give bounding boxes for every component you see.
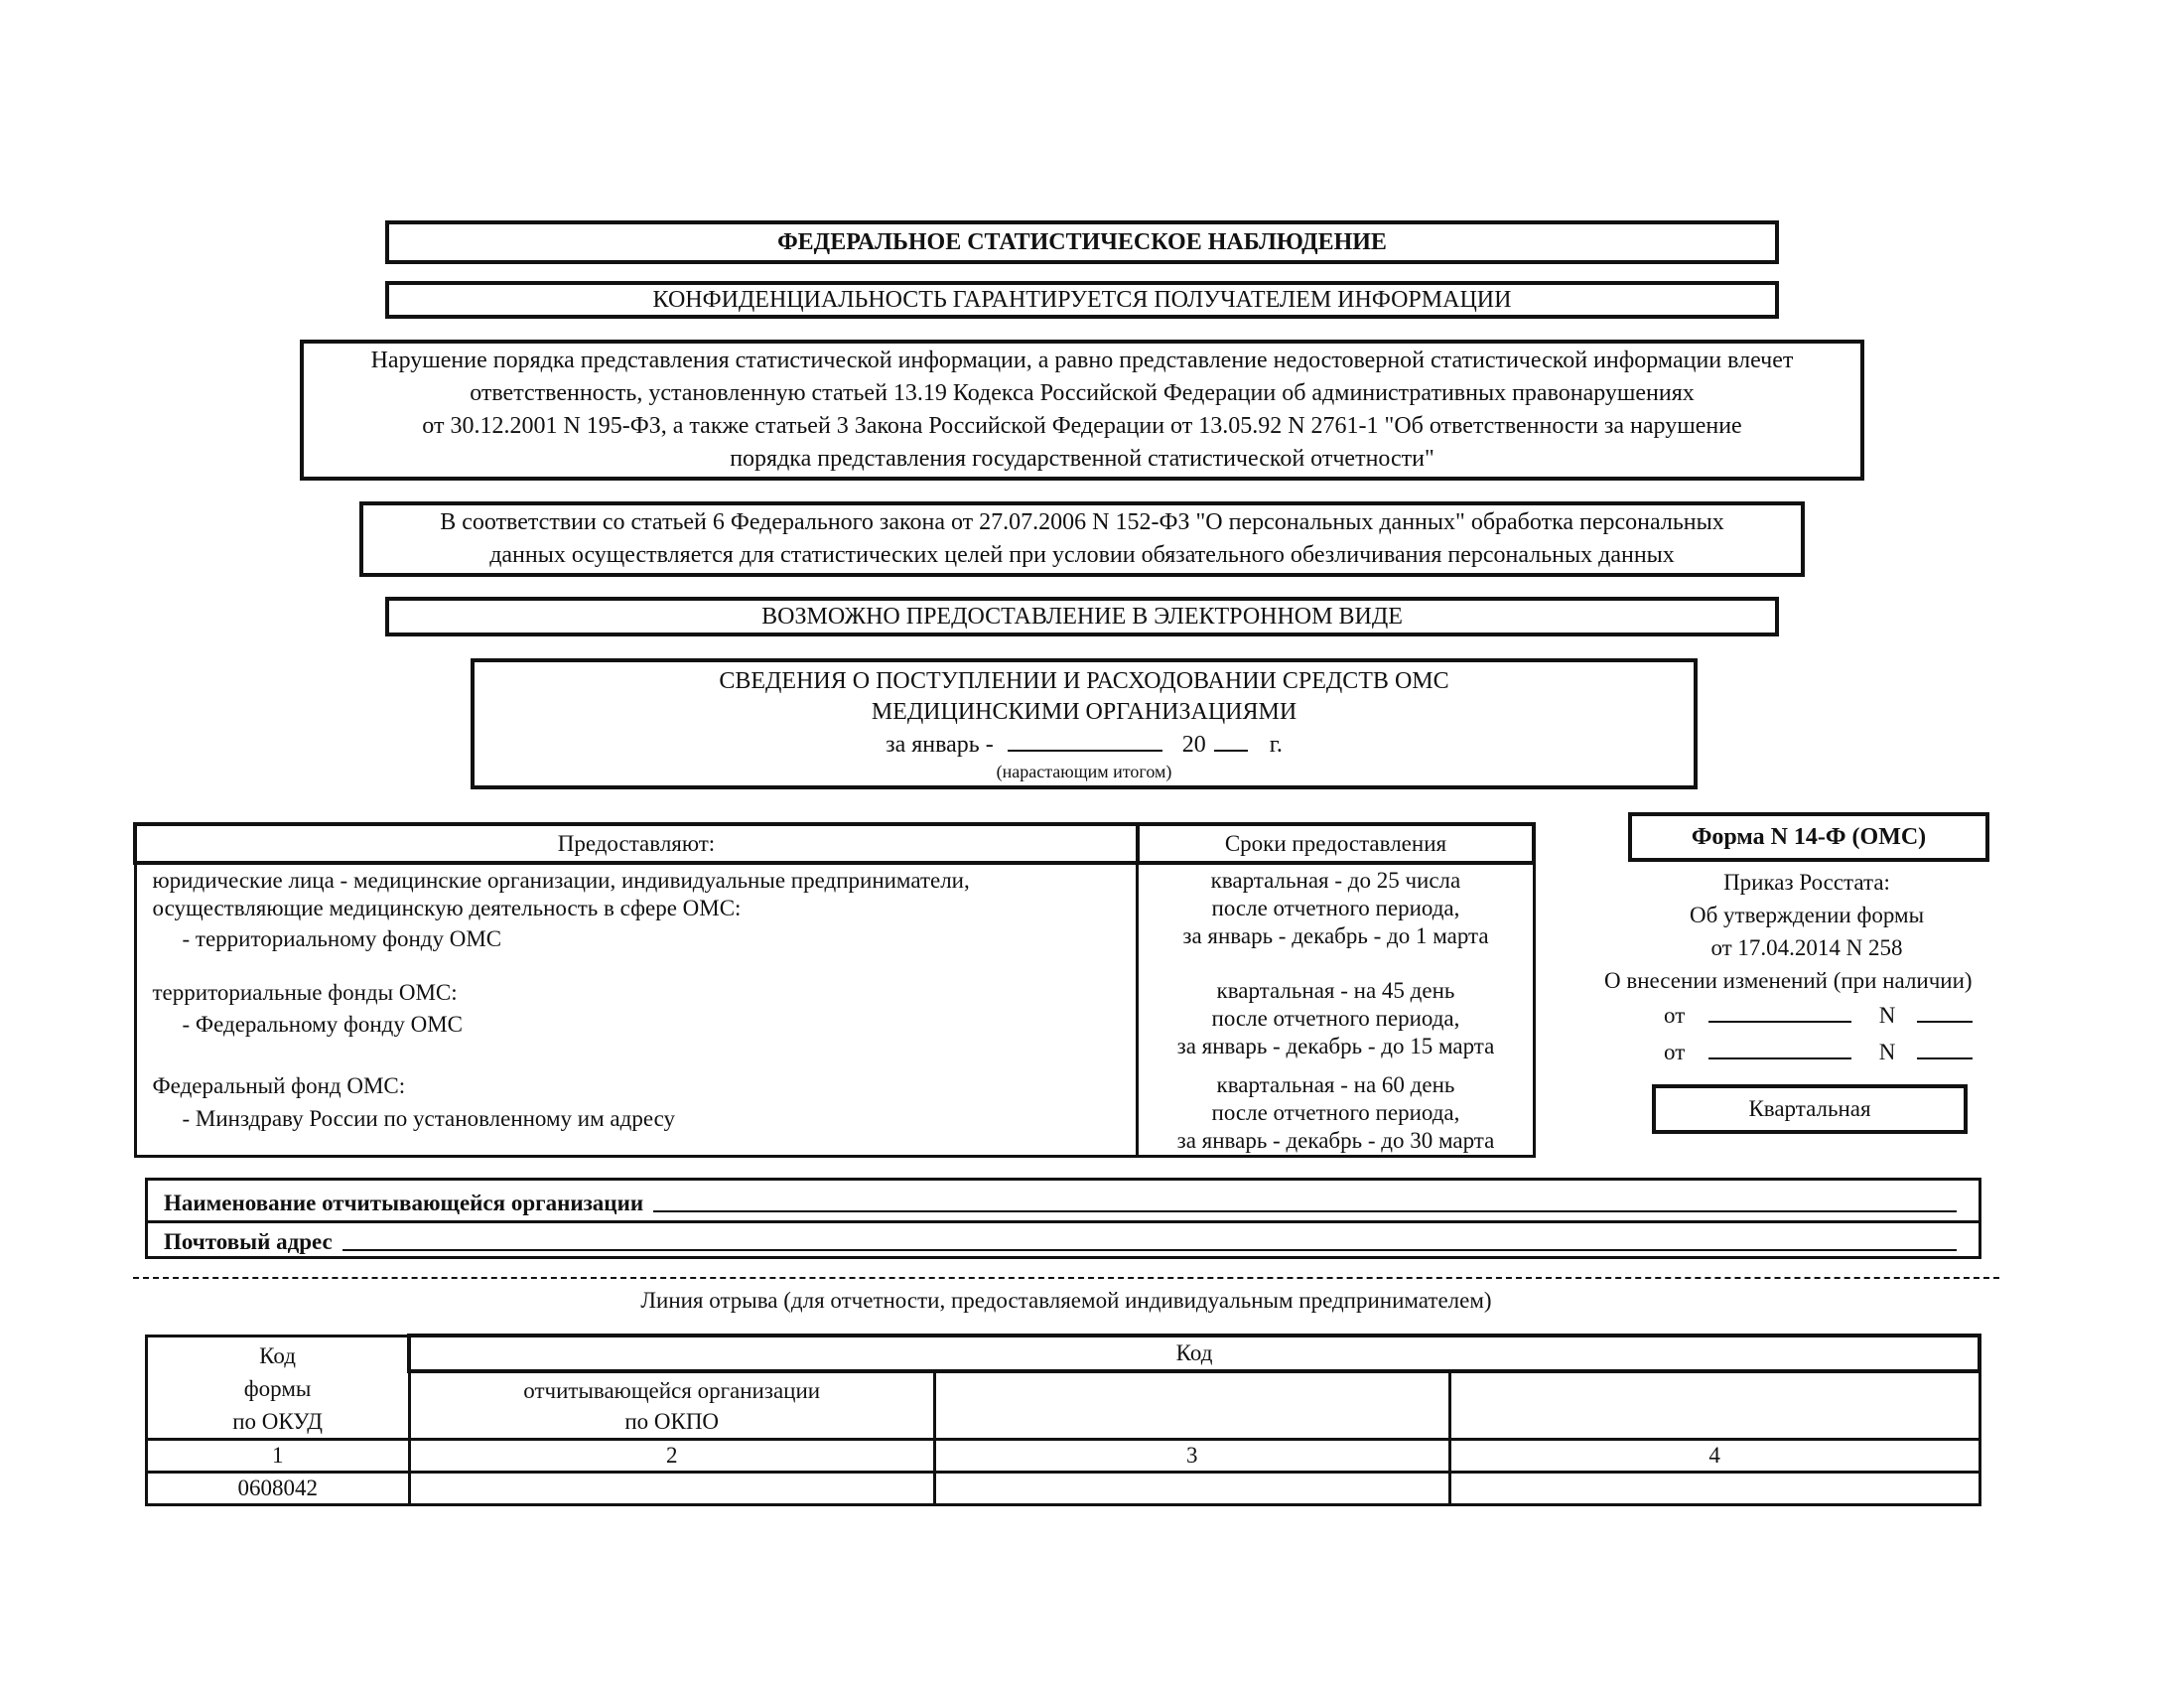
electronic-submission-text: ВОЗМОЖНО ПРЕДОСТАВЛЕНИЕ В ЭЛЕКТРОННОМ ВИДЕ: [761, 603, 1403, 630]
periodicity-text: Квартальная: [1748, 1096, 1871, 1121]
okpo-header-line: по ОКПО: [624, 1409, 720, 1435]
amendment-number-blank[interactable]: [1917, 1038, 1973, 1059]
periodicity-box: [1652, 1084, 1968, 1134]
cumulative-note: (нарастающим итогом): [996, 762, 1172, 781]
amendment-date-blank[interactable]: [1708, 1001, 1851, 1023]
confidentiality-text: КОНФИДЕНЦИАЛЬНОСТЬ ГАРАНТИРУЕТСЯ ПОЛУЧАТЕЛЕМ ИНФОРМАЦИИ: [652, 286, 1512, 313]
code-header-cell: Код: [409, 1336, 1979, 1371]
reporter-recipient: - Федеральному фонду ОМС: [182, 1012, 464, 1037]
okud-header-line: по ОКУД: [232, 1408, 323, 1434]
reporter-line: территориальные фонды ОМС:: [152, 980, 458, 1005]
column-number: 3: [934, 1439, 1449, 1472]
period-prefix: за январь -: [886, 732, 994, 758]
code-header-empty-cell: [1449, 1371, 1979, 1439]
changes-label: О внесении изменений (при наличии): [1604, 968, 1973, 993]
personal-data-line: данных осуществляется для статистических целей при условии обязательного обезличивания персональных данных: [489, 542, 1675, 568]
personal-data-notice: [359, 501, 1805, 577]
confidentiality-banner: [385, 281, 1779, 319]
report-title-box: [471, 658, 1698, 789]
reporter-line: юридические лица - медицинские организации, индивидуальные предприниматели,: [152, 868, 970, 893]
organization-name-field[interactable]: [653, 1208, 1957, 1212]
deadline-line: за январь - декабрь - до 15 марта: [1176, 1034, 1495, 1058]
tear-line-dashes: [133, 1277, 1999, 1279]
reporters-header-row: [135, 824, 1534, 863]
organization-name-label: Наименование отчитывающейся организации: [164, 1191, 644, 1215]
deadline-line: квартальная - на 60 день: [1216, 1072, 1455, 1097]
tear-line-caption: Линия отрыва (для отчетности, предоставляемой индивидуальным предпринимателем): [640, 1288, 1492, 1313]
period-month-blank[interactable]: [1008, 728, 1162, 752]
reporter-recipient: - территориальному фонду ОМС: [182, 926, 502, 951]
codes-number-row: [147, 1439, 1980, 1472]
okpo-header-cell: [409, 1371, 934, 1439]
reporter-line: Федеральный фонд ОМС:: [152, 1073, 406, 1098]
deadline-line: за январь - декабрь - до 30 марта: [1176, 1128, 1495, 1153]
form-number-box: [1628, 812, 1989, 862]
report-period-row: [886, 728, 1283, 761]
federal-observation-title: [385, 220, 1779, 264]
code-header-empty-cell: [934, 1371, 1449, 1439]
violation-line: Нарушение порядка представления статистической информации, а равно представление недостоверной статистической информации влечет: [370, 348, 1794, 373]
deadlines-col-header: Сроки предоставления: [1138, 824, 1534, 863]
reporters-table: [133, 822, 1536, 1158]
okpo-header-line: отчитывающейся организации: [523, 1378, 821, 1404]
postal-address-row: [148, 1223, 1979, 1259]
okud-header-line: формы: [243, 1375, 312, 1401]
organization-box: [145, 1178, 1981, 1259]
report-title-line: СВЕДЕНИЯ О ПОСТУПЛЕНИИ И РАСХОДОВАНИИ СРЕДСТВ ОМС: [719, 668, 1449, 694]
column-number: 2: [409, 1439, 934, 1472]
okud-header-cell: [147, 1336, 410, 1439]
postal-address-label: Почтовый адрес: [164, 1229, 333, 1254]
violation-line: порядка представления государственной статистической отчетности": [730, 446, 1434, 472]
code-input-col4[interactable]: [1449, 1472, 1979, 1504]
amendment-from-label: от: [1664, 1003, 1686, 1028]
organization-name-row: [148, 1181, 1979, 1223]
form-number-text: Форма N 14-Ф (ОМС): [1691, 823, 1927, 850]
deadline-line: квартальная - до 25 числа: [1210, 868, 1461, 893]
amendment-date-blank[interactable]: [1708, 1038, 1851, 1059]
deadline-line: после отчетного периода,: [1211, 896, 1460, 920]
okud-header-line: Код: [259, 1342, 296, 1368]
deadline-line: после отчетного периода,: [1211, 1006, 1460, 1031]
reporter-recipient: - Минздраву России по установленному им адресу: [182, 1106, 676, 1131]
column-number: 4: [1449, 1439, 1979, 1472]
okpo-code-input[interactable]: [409, 1472, 934, 1504]
deadline-line: после отчетного периода,: [1211, 1100, 1460, 1125]
approval-label: Об утверждении формы: [1689, 903, 1925, 927]
codes-header-row: [147, 1336, 1980, 1371]
postal-address-field[interactable]: [342, 1247, 1957, 1251]
codes-table: [145, 1334, 1981, 1506]
reporters-body-row: [135, 863, 1534, 1157]
federal-observation-title-text: ФЕДЕРАЛЬНОЕ СТАТИСТИЧЕСКОЕ НАБЛЮДЕНИЕ: [777, 228, 1387, 255]
amendment-row-1: [1588, 997, 2025, 1034]
form-order-info: [1588, 866, 2025, 1070]
deadline-line: за январь - декабрь - до 1 марта: [1182, 923, 1489, 948]
electronic-submission-banner: [385, 597, 1779, 636]
year-suffix: г.: [1269, 732, 1283, 758]
amendment-from-label: от: [1664, 1040, 1686, 1064]
violation-line: от 30.12.2001 N 195-ФЗ, а также статьей 3 Закона Российской Федерации от 13.05.92 N 2761-1 "Об ответственности за нарушение: [422, 413, 1742, 439]
reporters-col-header: Предоставляют:: [135, 824, 1138, 863]
okud-code-value: 0608042: [147, 1472, 410, 1504]
reporter-line: осуществляющие медицинскую деятельность в сфере ОМС:: [152, 896, 742, 920]
code-input-col3[interactable]: [934, 1472, 1449, 1504]
personal-data-line: В соответствии со статьей 6 Федерального закона от 27.07.2006 N 152-ФЗ "О персональных данных" обработка персональных: [440, 509, 1724, 535]
violation-line: ответственность, установленную статьей 13.19 Кодекса Российской Федерации об административных правонарушениях: [470, 380, 1695, 406]
deadline-line: квартальная - на 45 день: [1216, 978, 1455, 1003]
order-label: Приказ Росстата:: [1723, 870, 1890, 895]
column-number: 1: [147, 1439, 410, 1472]
amendment-row-2: [1588, 1034, 2025, 1070]
amendment-number-blank[interactable]: [1917, 1001, 1973, 1023]
amendment-n-label: N: [1878, 1040, 1896, 1064]
reporters-cell: [135, 863, 1138, 1157]
amendment-n-label: N: [1878, 1003, 1896, 1028]
report-title-line: МЕДИЦИНСКИМИ ОРГАНИЗАЦИЯМИ: [871, 699, 1297, 725]
year-prefix: 20: [1181, 732, 1206, 758]
deadlines-cell: [1138, 863, 1534, 1157]
year-blank[interactable]: [1214, 728, 1248, 752]
approval-date: от 17.04.2014 N 258: [1710, 935, 1903, 960]
violation-notice: [300, 340, 1864, 481]
codes-subheader-row: [147, 1371, 1980, 1439]
codes-value-row: [147, 1472, 1980, 1504]
